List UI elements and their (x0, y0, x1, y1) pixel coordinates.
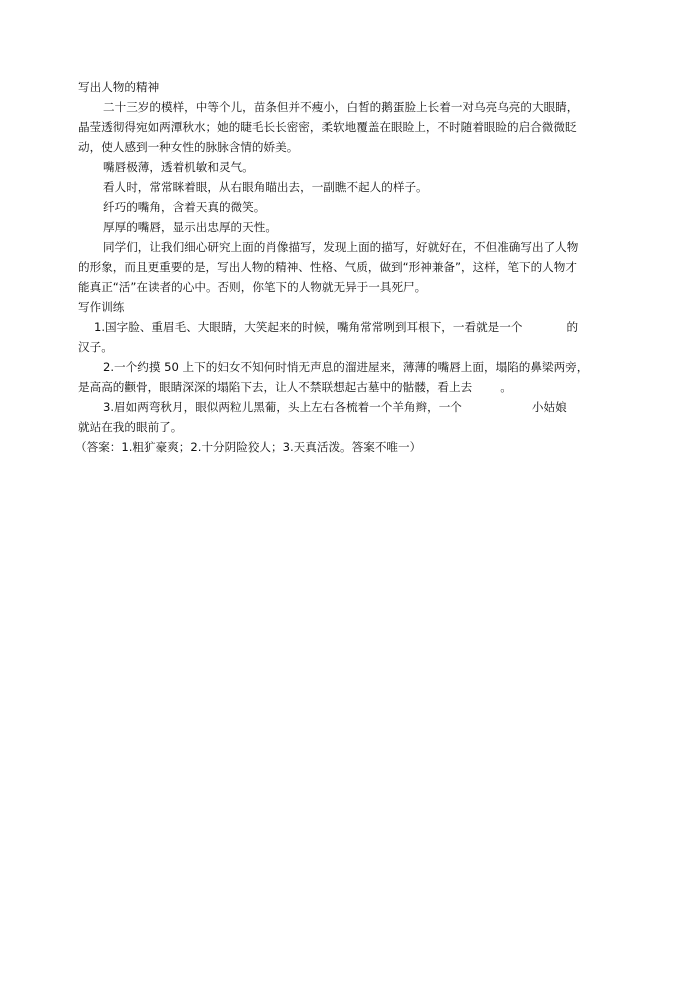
question-1-line-2: 汉子。 (78, 340, 113, 354)
paragraph-6-line-1: 同学们，让我们细心研究上面的肖像描写，发现上面的描写，好就好在，不但准确写出了人物 (103, 240, 579, 254)
question-1-text: 1.国字脸、重眉毛、大眼睛，大笑起来的时候，嘴角常常咧到耳根下，一看就是一个 (94, 320, 523, 334)
paragraph-1-line-3: 动，使人感到一种女性的脉脉含情的娇美。 (78, 140, 299, 154)
paragraph-4: 纤巧的嘴角，含着天真的微笑。 (103, 200, 266, 214)
question-2-line-1: 2.一个约摸 50 上下的妇女不知何时悄无声息的溜进屋来，薄薄的嘴唇上面，塌陷的鼻梁两旁， (103, 360, 589, 374)
question-2-text: 是高高的颧骨，眼睛深深的塌陷下去，让人不禁联想起古墓中的骷髅，看上去 (78, 380, 473, 394)
paragraph-5: 厚厚的嘴唇，显示出忠厚的天性。 (103, 220, 277, 234)
paragraph-1-line-1: 二十三岁的模样，中等个儿，苗条但并不瘦小，白皙的鹅蛋脸上长着一对乌亮乌亮的大眼睛， (103, 100, 579, 114)
paragraph-6-line-2: 的形象，而且更重要的是，写出人物的精神、性格、气质，做到“形神兼备”，这样，笔下的人物才 (78, 260, 577, 274)
question-3-suffix: 小姑娘 (531, 400, 567, 414)
paragraph-6-line-3: 能真正“活”在读者的心中。否则，你笔下的人物就无异于一具死尸。 (78, 280, 427, 294)
question-1-suffix: 的 (566, 320, 579, 334)
paragraph-2: 嘴唇极薄，透着机敏和灵气。 (103, 160, 254, 174)
paragraph-3: 看人时，常常眯着眼，从右眼角瞄出去，一副瞧不起人的样子。 (103, 180, 428, 194)
document-body (75, 77, 623, 457)
question-3-line-1 (78, 397, 623, 417)
answer-key: （答案：1.粗犷豪爽；2.十分阴险狡人；3.天真活泼。答案不唯一） (75, 440, 422, 454)
question-3-text: 3.眉如两弯秋月，眼似两粒儿黑葡，头上左右各梳着一个羊角辫，一个 (103, 400, 462, 414)
section-heading: 写出人物的精神 (78, 80, 160, 94)
training-heading: 写作训练 (78, 300, 125, 314)
question-2-suffix: 。 (500, 380, 512, 394)
question-1-line-1 (78, 317, 623, 337)
paragraph-1-line-2: 晶莹透彻得宛如两潭秋水；她的睫毛长长密密，柔软地覆盖在眼睑上，不时随着眼睑的启合微微眨 (78, 120, 577, 134)
question-2-line-2 (78, 377, 623, 397)
question-3-line-2: 就站在我的眼前了。 (78, 420, 183, 434)
